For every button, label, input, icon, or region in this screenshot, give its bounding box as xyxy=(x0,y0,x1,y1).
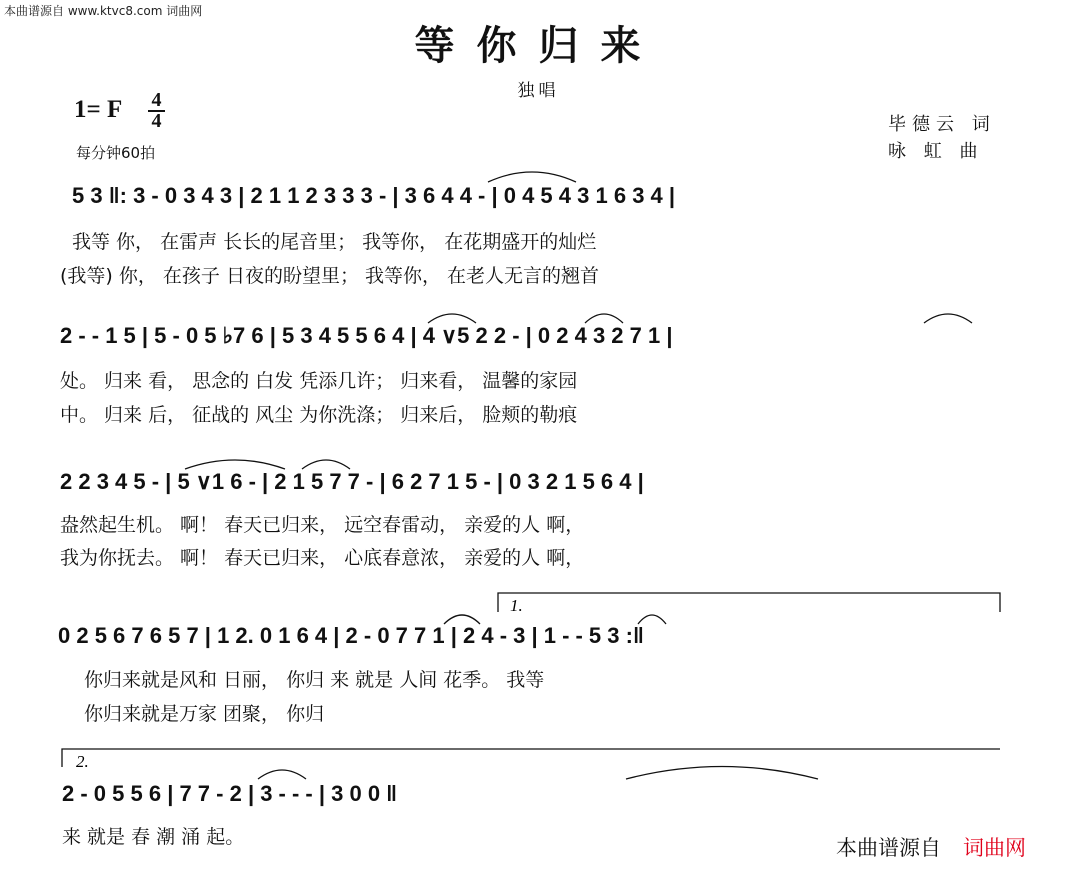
notation-row-1: 5 3 ‖: 3 - 0 3 4 3 | 2 1 1 2 3 3 3 - | 3 6 4 4 - | 0 4 5 4 3 1 6 3 4 | xyxy=(72,183,676,208)
lyric-row-2a: 处。 归来 看， 思念的 白发 凭添几许； 归来看， 温馨的家园 xyxy=(60,370,578,392)
watermark-top: 本曲谱源自 www.ktvc8.com 词曲网 xyxy=(4,4,203,18)
volta-2-label: 2. xyxy=(76,752,89,771)
meter-bottom: 4 xyxy=(151,110,162,132)
composer-credit: 咏 虹 曲 xyxy=(888,141,984,162)
key-signature: 1= F xyxy=(74,96,123,123)
notation-row-4: 0 2 5 6 7 6 5 7 | 1 2. 0 1 6 4 | 2 - 0 7 7 1 | 2 4 - 3 | 1 - - 5 3 :‖ xyxy=(58,623,644,648)
lyric-row-3b: 我为你抚去。 啊！ 春天已归来， 心底春意浓， 亲爱的人 啊， xyxy=(60,547,585,569)
lyric-row-2b: 中。 归来 后， 征战的 风尘 为你洗涤； 归来后， 脸颊的勒痕 xyxy=(60,404,578,426)
lyric-row-1b: (我等) 你， 在孩子 日夜的盼望里； 我等你， 在老人无言的翘首 xyxy=(60,265,600,287)
notation-row-3: 2 2 3 4 5 - | 5 ∨1 6 - | 2 1 5 7 7 - | 6 2 7 1 5 - | 0 3 2 1 5 6 4 | xyxy=(60,469,644,494)
lyric-row-3a: 盎然起生机。 啊！ 春天已归来， 远空春雷动， 亲爱的人 啊， xyxy=(60,514,585,536)
lyric-row-4a: 你归来就是风和 日丽， 你归 来 就是 人间 花季。 我等 xyxy=(84,669,545,691)
watermark-bottom xyxy=(836,832,1026,862)
notation-row-5: 2 - 0 5 5 6 | 7 7 - 2 | 3 - - - | 3 0 0 ‖ xyxy=(62,781,398,806)
notation-row-2: 2 - - 1 5 | 5 - 0 5 ♭7 6 | 5 3 4 5 5 6 4 | 4 ∨5 2 2 - | 0 2 4 3 2 7 1 | xyxy=(60,323,673,348)
lyric-row-4b: 你归来就是万家 团聚， 你归 xyxy=(84,703,325,725)
song-title: 等你归来 xyxy=(414,22,663,69)
tempo-marking: 每分钟60拍 xyxy=(76,144,156,162)
lyric-row-5a: 来 就是 春 潮 涌 起。 xyxy=(62,826,245,848)
meter-top: 4 xyxy=(151,89,162,111)
watermark-bottom-text: 本曲谱源自 xyxy=(836,836,941,860)
lyric-row-1a: 我等 你， 在雷声 长长的尾音里； 我等你， 在花期盛开的灿烂 xyxy=(72,231,597,253)
watermark-bottom-brand: 词曲网 xyxy=(963,836,1026,860)
volta-1-label: 1. xyxy=(510,596,523,615)
lyricist-credit: 毕德云 词 xyxy=(888,114,996,135)
song-subtitle: 独唱 xyxy=(517,81,560,101)
